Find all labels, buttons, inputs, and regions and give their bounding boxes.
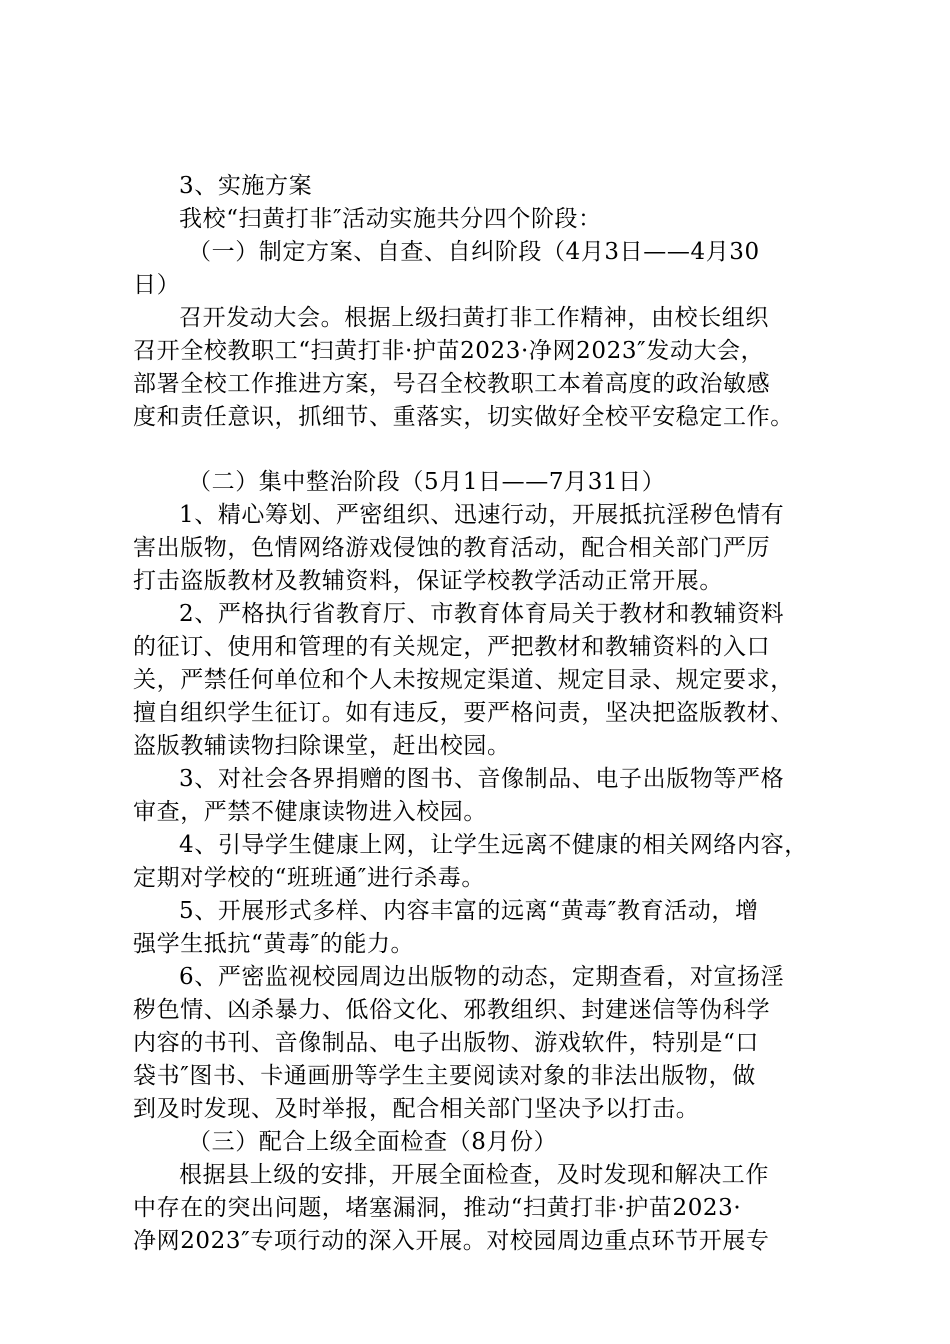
- text-line: 3、实施方案: [179, 173, 313, 199]
- text-line: 召开全校教职工“扫黄打非·护苗2023·净网2023″发动大会，: [133, 338, 765, 364]
- text-line: 内容的书刊、音像制品、电子出版物、游戏软件，特别是“口: [133, 1030, 759, 1056]
- text-line: 定期对学校的“班班通″进行杀毒。: [133, 865, 485, 891]
- text-line: 擅自组织学生征订。如有违反，要严格问责，坚决把盗版教材、: [133, 700, 794, 726]
- text-line: 召开发动大会。根据上级扫黄打非工作精神，由校长组织: [179, 305, 769, 331]
- text-line: 害出版物，色情网络游戏侵蚀的教育活动，配合相关部门严厉: [133, 535, 771, 561]
- document-body: [133, 170, 833, 1258]
- text-line: 袋书″图书、卡通画册等学生主要阅读对象的非法出版物，做: [133, 1063, 756, 1089]
- text-line: 强学生抵抗“黄毒″的能力。: [133, 931, 415, 957]
- text-line: 日）: [133, 272, 181, 298]
- text-line: 打击盗版教材及教辅资料，保证学校教学活动正常开展。: [133, 568, 723, 594]
- text-line: 盗版教辅读物扫除课堂，赶出校园。: [133, 733, 511, 759]
- text-line: 度和责任意识，抓细节、重落实，切实做好全校平安稳定工作。: [133, 404, 794, 430]
- paragraph-gap: [133, 434, 833, 466]
- text-line: 净网2023″专项行动的深入开展。对校园周边重点环节开展专: [133, 1228, 770, 1254]
- text-line: 关，严禁任何单位和个人未按规定渠道、规定目录、规定要求，: [133, 667, 794, 693]
- text-line: 2、严格执行省教育厅、市教育体育局关于教材和教辅资料: [179, 601, 785, 627]
- text-line: 4、引导学生健康上网，让学生远离不健康的相关网络内容，: [179, 832, 808, 858]
- text-line: 6、严密监视校园周边出版物的动态，定期查看，对宣扬淫: [179, 964, 785, 990]
- text-line: 中存在的突出问题，堵塞漏洞，推动“扫黄打非·护苗2023·: [133, 1195, 742, 1221]
- text-line: 3、对社会各界捐赠的图书、音像制品、电子出版物等严格: [179, 766, 785, 792]
- text-line: （一）制定方案、自查、自纠阶段（4月3日——4月30: [188, 239, 760, 265]
- text-line: （二）集中整治阶段（5月1日——7月31日）: [188, 469, 666, 495]
- text-line: 根据县上级的安排，开展全面检查，及时发现和解决工作: [179, 1162, 769, 1188]
- text-line: 秽色情、凶杀暴力、低俗文化、邪教组织、封建迷信等伪科学: [133, 997, 771, 1023]
- text-line: 我校“扫黄打非″活动实施共分四个阶段：: [179, 206, 602, 232]
- text-line: 5、开展形式多样、内容丰富的远离“黄毒″教育活动，增: [179, 898, 759, 924]
- text-line: 审查，严禁不健康读物进入校园。: [133, 799, 487, 825]
- text-line: （三）配合上级全面检查（8月份）: [188, 1129, 558, 1155]
- text-line: 到及时发现、及时举报，配合相关部门坚决予以打击。: [133, 1096, 700, 1122]
- text-line: 1、精心筹划、严密组织、迅速行动，开展抵抗淫秽色情有: [179, 502, 785, 528]
- text-line: 部署全校工作推进方案，号召全校教职工本着高度的政治敏感: [133, 371, 771, 397]
- text-line: 的征订、使用和管理的有关规定，严把教材和教辅资料的入口: [133, 634, 771, 660]
